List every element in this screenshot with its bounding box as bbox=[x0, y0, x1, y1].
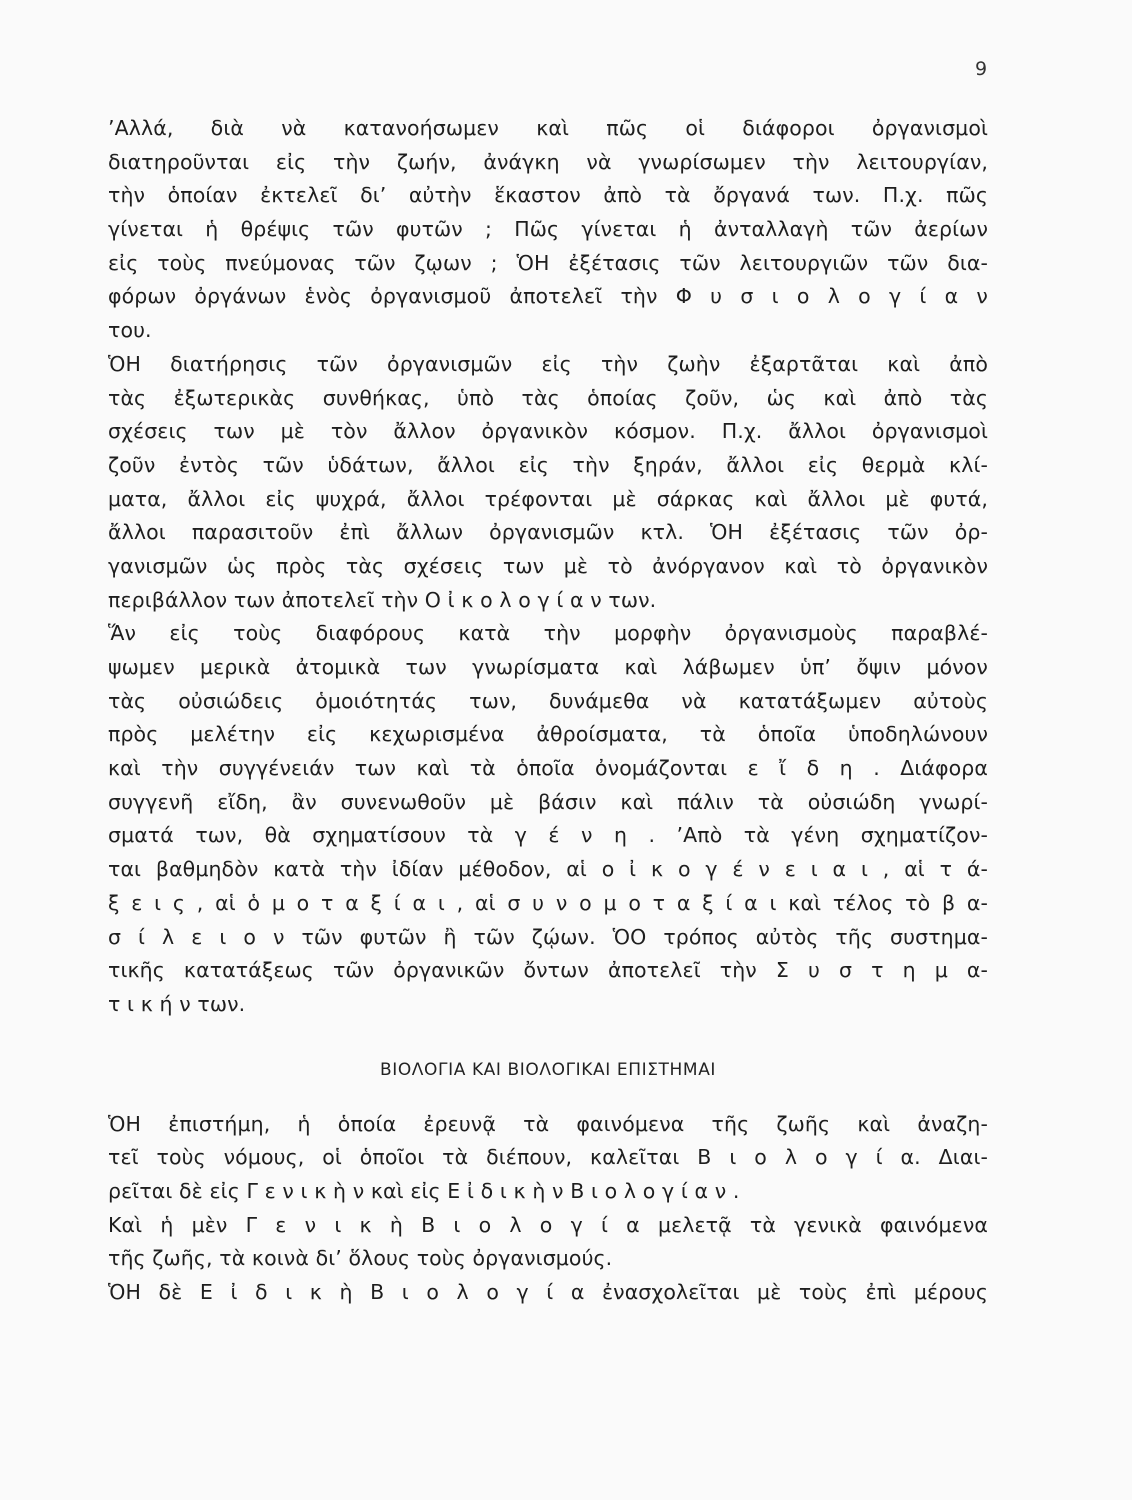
text-line: τὴν ὁποίαν ἐκτελεῖ δι’ αὐτὴν ἕκαστον ἀπὸ τὰ ὄργανά των. Π.χ. πῶς bbox=[108, 183, 988, 208]
text-line: φόρων ὀργάνων ἑνὸς ὀργανισμοῦ ἀποτελεῖ τὴν Φ υ σ ι ο λ ο γ ί α ν bbox=[108, 284, 988, 309]
text-line: τὰς ἐξωτερικὰς συνθήκας, ὑπὸ τὰς ὁποίας ζοῦν, ὡς καὶ ἀπὸ τὰς bbox=[108, 385, 988, 410]
text-line: καὶ τὴν συγγένειάν των καὶ τὰ ὁποῖα ὀνομάζονται ε ἴ δ η . Διάφορα bbox=[108, 756, 988, 781]
text-line: ματα, ἄλλοι εἰς ψυχρά, ἄλλοι τρέφονται μὲ σάρκας καὶ ἄλλοι μὲ φυτά, bbox=[108, 486, 988, 511]
section-physiology-ecology-systematics bbox=[108, 112, 988, 1022]
body-text bbox=[108, 112, 988, 1310]
text-line: ’Αλλά, διὰ νὰ κατανοήσωμεν καὶ πῶς οἱ διάφοροι ὀργανισμοὶ bbox=[108, 116, 988, 140]
text-line: ρεῖται δὲ εἰς Γ ε ν ι κ ὴ ν καὶ εἰς Ε ἰ δ ι κ ὴ ν Β ι ο λ ο γ ί α ν . bbox=[108, 1178, 740, 1203]
text-line: ται βαθμηδὸν κατὰ τὴν ἰδίαν μέθοδον, αἱ ο ἰ κ ο γ έ ν ε ι α ι , αἱ τ ά- bbox=[108, 857, 988, 882]
text-line: ὉΗ δὲ Ε ἰ δ ι κ ὴ Β ι ο λ ο γ ί α ἐνασχολεῖται μὲ τοὺς ἐπὶ μέρους bbox=[108, 1280, 988, 1304]
text-line: τ ι κ ή ν των. bbox=[108, 991, 246, 1016]
text-line: τὰς οὐσιώδεις ὁμοιότητάς των, δυνάμεθα νὰ κατατάξωμεν αὐτοὺς bbox=[108, 688, 988, 713]
text-line: ψωμεν μερικὰ ἀτομικὰ των γνωρίσματα καὶ λάβωμεν ὑπ’ ὄψιν μόνον bbox=[108, 655, 988, 679]
text-line: του. bbox=[108, 318, 152, 343]
text-line: ζοῦν ἐντὸς τῶν ὑδάτων, ἄλλοι εἰς τὴν ξηράν, ἄλλοι εἰς θερμὰ κλί- bbox=[108, 452, 988, 477]
section-biology bbox=[108, 1108, 988, 1310]
text-line: σ ί λ ε ι ο ν τῶν φυτῶν ἢ τῶν ζῴων. ὉΟ τρόπος αὐτὸς τῆς συστημα- bbox=[108, 924, 988, 949]
text-line: συγγενῆ εἴδη, ἂν συνενωθοῦν μὲ βάσιν καὶ πάλιν τὰ οὐσιώδη γνωρί- bbox=[108, 789, 988, 814]
text-line: Ἅν εἰς τοὺς διαφόρους κατὰ τὴν μορφὴν ὀργανισμοὺς παραβλέ- bbox=[108, 621, 988, 646]
text-line: περιβάλλον των ἀποτελεῖ τὴν Ο ἰ κ ο λ ο γ ί α ν των. bbox=[108, 587, 657, 612]
text-line: διατηροῦνται εἰς τὴν ζωήν, ἀνάγκη νὰ γνωρίσωμεν τὴν λειτουργίαν, bbox=[108, 149, 988, 174]
text-line: γανισμῶν ὡς πρὸς τὰς σχέσεις των μὲ τὸ ἀνόργανον καὶ τὸ ὀργανικὸν bbox=[108, 553, 988, 578]
text-line: πρὸς μελέτην εἰς κεχωρισμένα ἀθροίσματα, τὰ ὁποῖα ὑποδηλώνουν bbox=[108, 722, 988, 747]
text-line: ὉΗ διατήρησις τῶν ὀργανισμῶν εἰς τὴν ζωὴν ἐξαρτᾶται καὶ ἀπὸ bbox=[108, 351, 988, 376]
text-line: ἄλλοι παρασιτοῦν ἐπὶ ἄλλων ὀργανισμῶν κτλ. ὉΗ ἐξέτασις τῶν ὀρ- bbox=[108, 520, 988, 545]
text-line: ξ ε ι ς , αἱ ὁ μ ο τ α ξ ί α ι , αἱ σ υ ν ο μ ο τ α ξ ί α ι καὶ τέλος τὸ β α- bbox=[108, 890, 988, 915]
section-heading: ΒΙΟΛΟΓΙΑ ΚΑΙ ΒΙΟΛΟΓΙΚΑΙ ΕΠΙΣΤΗΜΑΙ bbox=[379, 1059, 717, 1080]
text-line: εἰς τοὺς πνεύμονας τῶν ζῳων ; ὉΗ ἐξέτασις τῶν λειτουργιῶν τῶν δια- bbox=[108, 250, 988, 275]
text-line: ὉΗ ἐπιστήμη, ἡ ὁποία ἐρευνᾷ τὰ φαινόμενα τῆς ζωῆς καὶ ἀναζη- bbox=[108, 1111, 988, 1136]
page-number: 9 bbox=[975, 58, 988, 80]
text-line: γίνεται ἡ θρέψις τῶν φυτῶν ; Πῶς γίνεται ἡ ἀνταλλαγὴ τῶν ἀερίων bbox=[108, 217, 988, 242]
text-line: Καὶ ἡ μὲν Γ ε ν ι κ ὴ Β ι ο λ ο γ ί α μελετᾷ τὰ γενικὰ φαινόμενα bbox=[108, 1212, 988, 1237]
text-line: σχέσεις των μὲ τὸν ἄλλον ὀργανικὸν κόσμον. Π.χ. ἄλλοι ὀργανισμοὶ bbox=[108, 419, 988, 444]
text-line: τεῖ τοὺς νόμους, οἱ ὁποῖοι τὰ διέπουν, καλεῖται Β ι ο λ ο γ ί α. Διαι- bbox=[108, 1145, 988, 1170]
heading-wrapper bbox=[108, 1032, 988, 1108]
text-line: σματά των, θὰ σχηματίσουν τὰ γ έ ν η . ’Απὸ τὰ γένη σχηματίζον- bbox=[108, 823, 988, 848]
text-line: τῆς ζωῆς, τὰ κοινὰ δι’ ὅλους τοὺς ὀργανισμούς. bbox=[108, 1246, 613, 1271]
text-line: τικῆς κατατάξεως τῶν ὀργανικῶν ὄντων ἀποτελεῖ τὴν Σ υ σ τ η μ α- bbox=[108, 958, 988, 983]
